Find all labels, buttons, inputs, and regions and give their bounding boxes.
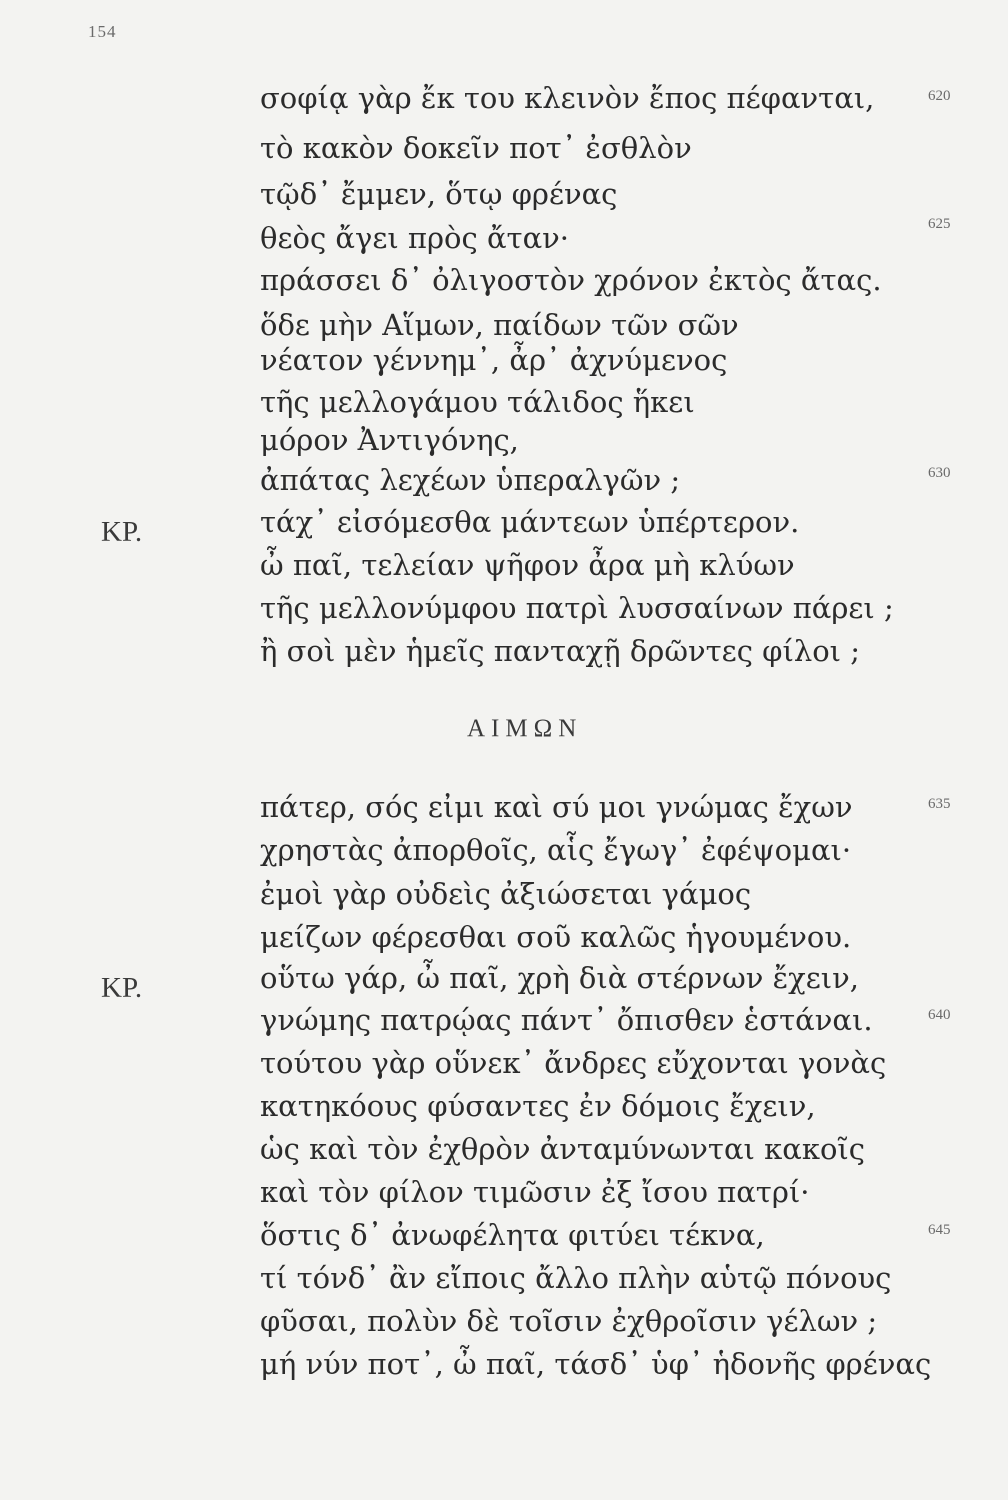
- verse-line: τί τόνδ᾽ ἂν εἴποις ἄλλο πλὴν αὑτῷ πόνους: [260, 1261, 892, 1295]
- verse-line: σοφίᾳ γὰρ ἔκ του κλεινὸν ἔπος πέφανται,: [260, 81, 875, 115]
- section-heading: ΑΙΜΩΝ: [467, 715, 583, 742]
- verse-line: τῆς μελλογάμου τάλιδος ἥκει: [260, 385, 695, 419]
- verse-line: ὅστις δ᾽ ἀνωφέλητα φιτύει τέκνα,: [260, 1218, 765, 1252]
- verse-line: τάχ᾽ εἰσόμεσθα μάντεων ὑπέρτερον.: [260, 505, 800, 539]
- speaker-label: ΚΡ.: [101, 516, 143, 548]
- speaker-label: ΚΡ.: [101, 972, 143, 1004]
- verse-line: μόρον Ἀντιγόνης,: [260, 423, 519, 457]
- verse-line: μείζων φέρεσθαι σοῦ καλῶς ἡγουμένου.: [260, 920, 852, 954]
- verse-line: τὸ κακὸν δοκεῖν ποτ᾽ ἐσθλὸν: [260, 131, 692, 165]
- verse-line: γνώμης πατρῴας πάντ᾽ ὄπισθεν ἑστάναι.: [260, 1003, 873, 1037]
- verse-line: νέατον γέννημ᾽, ἆρ᾽ ἀχνύμενος: [260, 343, 728, 377]
- line-number: 630: [928, 465, 951, 481]
- verse-line: ὡς καὶ τὸν ἐχθρὸν ἀνταμύνωνται κακοῖς: [260, 1132, 866, 1166]
- verse-line: φῦσαι, πολὺν δὲ τοῖσιν ἐχθροῖσιν γέλων ;: [260, 1304, 878, 1338]
- verse-line: πάτερ, σός εἰμι καὶ σύ μοι γνώμας ἔχων: [260, 790, 853, 824]
- line-number: 640: [928, 1007, 951, 1023]
- verse-line: ὦ παῖ, τελείαν ψῆφον ἆρα μὴ κλύων: [260, 548, 795, 582]
- verse-line: τούτου γὰρ οὕνεκ᾽ ἄνδρες εὔχονται γονὰς: [260, 1046, 887, 1080]
- verse-line: οὕτω γάρ, ὦ παῖ, χρὴ διὰ στέρνων ἔχειν,: [260, 961, 859, 995]
- verse-line: καὶ τὸν φίλον τιμῶσιν ἐξ ἴσου πατρί·: [260, 1175, 810, 1209]
- verse-line: ὅδε μὴν Αἵμων, παίδων τῶν σῶν: [260, 308, 739, 342]
- page-number: 154: [88, 22, 117, 41]
- line-number: 620: [928, 88, 951, 104]
- verse-line: θεὸς ἄγει πρὸς ἄταν·: [260, 221, 570, 255]
- verse-line: τῷδ᾽ ἔμμεν, ὅτῳ φρένας: [260, 177, 618, 211]
- verse-line: ἀπάτας λεχέων ὑπεραλγῶν ;: [260, 463, 681, 497]
- verse-line: πράσσει δ᾽ ὀλιγοστὸν χρόνον ἐκτὸς ἄτας.: [260, 263, 882, 297]
- verse-line: ἐμοὶ γὰρ οὐδεὶς ἀξιώσεται γάμος: [260, 877, 752, 911]
- verse-line: μή νύν ποτ᾽, ὦ παῖ, τάσδ᾽ ὑφ᾽ ἡδονῆς φρένας: [260, 1347, 932, 1381]
- verse-line: τῆς μελλονύμφου πατρὶ λυσσαίνων πάρει ;: [260, 591, 894, 625]
- verse-line: χρηστὰς ἀπορθοῖς, αἷς ἔγωγ᾽ ἐφέψομαι·: [260, 833, 852, 867]
- line-number: 645: [928, 1222, 951, 1238]
- verse-line: κατηκόους φύσαντες ἐν δόμοις ἔχειν,: [260, 1089, 816, 1123]
- line-number: 625: [928, 216, 951, 232]
- verse-line: ἢ σοὶ μὲν ἡμεῖς πανταχῇ δρῶντες φίλοι ;: [260, 634, 861, 668]
- line-number: 635: [928, 796, 951, 812]
